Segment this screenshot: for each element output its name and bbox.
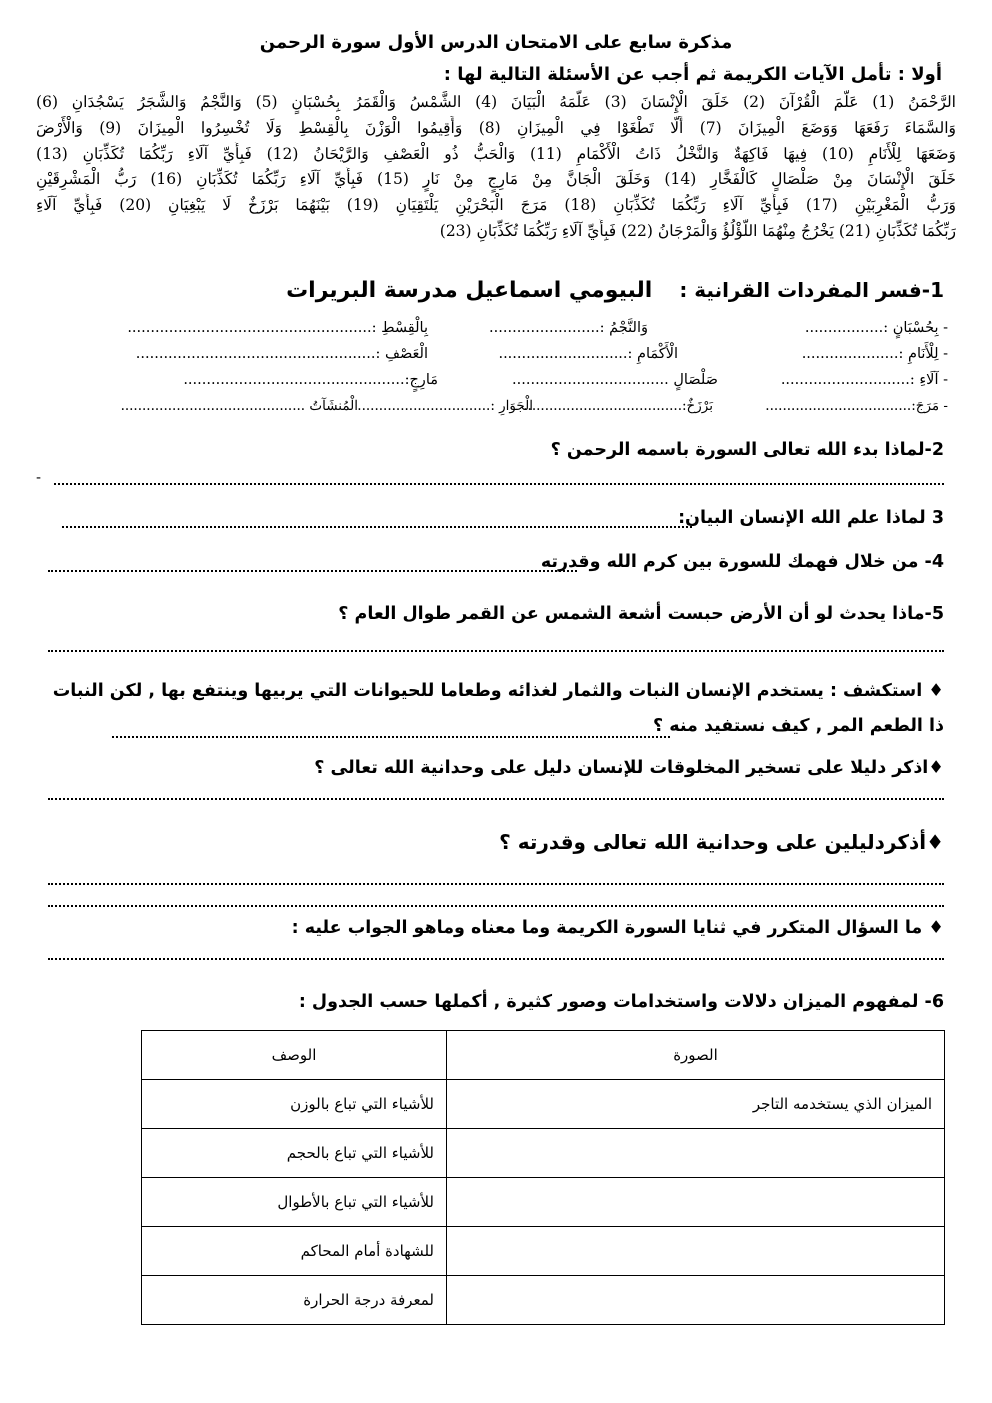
vocab-row-4 <box>48 398 948 422</box>
question-3: 3 لماذا علم الله الإنسان البيان: <box>678 508 944 528</box>
vocab-row-2 <box>48 346 948 370</box>
table-row <box>142 1178 945 1227</box>
answer-line[interactable] <box>48 798 944 800</box>
verse-line: وَرَبُّ الْمَغْرِبَيْنِ (17) فَبِأَيِّ آلَاءِ رَبِّكُمَا تُكَذِّبَانِ (18) مَرَجَ الْبَحْرَيْنِ يَلْتَقِيَانِ (19) بَيْنَهُمَا بَرْزَخٌ لَا يَبْغِيَانِ (20) فَبِأَيِّ آلَاءِ <box>36 196 956 215</box>
answer-line[interactable] <box>48 650 944 652</box>
question-6: 6- لمفهوم الميزان دلالات واستخدامات وصور كثيرة , أكملها حسب الجدول : <box>298 992 944 1012</box>
question-5: 5-ماذا يحدث لو أن الأرض حبست أشعة الشمس عن القمر طوال العام ؟ <box>338 604 944 624</box>
proof-question-1: ♦اذكر دليلا على تسخير المخلوقات للإنسان دليل على وحدانية الله تعالى ؟ <box>314 758 944 778</box>
vocab-item[interactable]: الْمُنشَآتُ ........................................... <box>120 398 358 414</box>
question-1-row <box>286 278 944 303</box>
header-desc: الوصف <box>142 1031 447 1080</box>
vocab-item[interactable]: - لِلْأَنَامِ :..................... <box>801 346 948 362</box>
vocab-item[interactable]: وَالنَّجْمُ :........................ <box>489 320 648 336</box>
verse-line: خَلَقَ الْإِنْسَانَ مِنْ صَلْصَالٍ كَالْفَخَّارِ (14) وَخَلَقَ الْجَانَّ مِنْ مَارِجٍ مِنْ نَارٍ (15) فَبِأَيِّ آلَاءِ رَبِّكُمَا تُكَذِّبَانِ (16) رَبُّ الْمَشْرِقَيْنِ <box>36 170 956 189</box>
vocab-item[interactable]: الْجَوَارِ :............................... <box>357 398 533 414</box>
image-cell[interactable] <box>447 1129 945 1178</box>
section-intro: أولا : تأمل الآيات الكريمة ثم أجب عن الأسئلة التالية لها : <box>443 64 942 85</box>
repeated-question: ♦ ما السؤال المتكرر في ثنايا السورة الكريمة وما معناه وماهو الجواب عليه : <box>291 918 944 938</box>
desc-cell: للأشياء التي تباع بالوزن <box>142 1080 447 1129</box>
answer-line[interactable] <box>48 570 577 572</box>
vocab-item[interactable]: الْأَكْمَامِ :............................ <box>498 346 678 362</box>
vocab-row-3 <box>48 372 948 396</box>
proof-question-2: ♦أذكردليلين على وحدانية الله تعالى وقدرته ؟ <box>499 830 944 854</box>
table-row <box>142 1080 945 1129</box>
vocab-item[interactable]: بِالْقِسْطِ :..................................................... <box>127 320 428 336</box>
vocab-item[interactable]: بَرْزَخٌ:..................................... <box>523 398 713 414</box>
vocab-item[interactable]: - مَرَجَ:.................................. <box>765 398 948 414</box>
question-2: 2-لماذا بدء الله تعالى السورة باسمه الرحمن ؟ <box>550 440 944 460</box>
image-cell[interactable] <box>447 1276 945 1325</box>
vocab-item[interactable]: الْعَصْفِ :.................................................... <box>135 346 428 362</box>
answer-line[interactable] <box>112 736 670 738</box>
desc-cell: لمعرفة درجة الحرارة <box>142 1276 447 1325</box>
quran-verses <box>36 90 956 245</box>
answer-line[interactable] <box>48 958 944 960</box>
answer-line[interactable] <box>48 905 944 907</box>
desc-cell: للأشياء التي تباع بالحجم <box>142 1129 447 1178</box>
stray-dash: - <box>36 470 42 486</box>
teacher-name: البيومي اسماعيل مدرسة البريرات <box>286 278 653 303</box>
header-image: الصورة <box>447 1031 945 1080</box>
question-1-label: 1-فسر المفردات القرانية : <box>679 278 944 302</box>
table-row <box>142 1129 945 1178</box>
verse-line: وَضَعَهَا لِلْأَنَامِ (10) فِيهَا فَاكِهَةٌ وَالنَّخْلُ ذَاتُ الْأَكْمَامِ (11) وَالْحَبُّ ذُو الْعَصْفِ وَالرَّيْحَانُ (12) فَبِأَيِّ آلَاءِ رَبِّكُمَا تُكَذِّبَانِ (13) <box>36 144 956 163</box>
verse-line: رَبِّكُمَا تُكَذِّبَانِ (21) يَخْرُجُ مِنْهُمَا اللُّؤْلُؤُ وَالْمَرْجَانُ (22) فَبِأَيِّ آلَاءِ رَبِّكُمَا تُكَذِّبَانِ (23) <box>439 221 956 240</box>
image-cell[interactable] <box>447 1178 945 1227</box>
vocab-item[interactable]: صَلْصَالٍ .................................. <box>512 372 718 388</box>
image-cell[interactable] <box>447 1227 945 1276</box>
desc-cell: للأشياء التي تباع بالأطوال <box>142 1178 447 1227</box>
explore-question-line-1: ♦ استكشف : يستخدم الإنسان النبات والثمار لغذائه وطعاما للحيوانات التي يربيها وينتفع بها , لكن النبات <box>52 681 944 701</box>
vocab-item[interactable]: - بِحُسْبَانٍ :................. <box>804 320 948 336</box>
mizan-table <box>141 1030 945 1325</box>
answer-line[interactable] <box>54 483 944 485</box>
desc-cell: للشهادة أمام المحاكم <box>142 1227 447 1276</box>
answer-line[interactable] <box>48 883 944 885</box>
explore-question-line-2: ذا الطعم المر , كيف نستفيد منه ؟ <box>653 716 944 736</box>
vocab-row-1 <box>48 320 948 344</box>
vocab-item[interactable]: - آلَاءِ :............................ <box>780 372 948 388</box>
image-cell[interactable]: الميزان الذي يستخدمه التاجر <box>447 1080 945 1129</box>
verse-line: وَالسَّمَاءَ رَفَعَهَا وَوَضَعَ الْمِيزَانَ (7) أَلَّا تَطْغَوْا فِي الْمِيزَانِ (8) وَأَقِيمُوا الْوَزْنَ بِالْقِسْطِ وَلَا تُخْسِرُوا الْمِيزَانَ (9) وَالْأَرْضَ <box>36 118 956 137</box>
verse-line: الرَّحْمَنُ (1) عَلَّمَ الْقُرْآنَ (2) خَلَقَ الْإِنْسَانَ (3) عَلَّمَهُ الْبَيَانَ (4) الشَّمْسُ وَالْقَمَرُ بِحُسْبَانٍ (5) وَالنَّجْمُ وَالشَّجَرُ يَسْجُدَانِ (6) <box>36 93 956 111</box>
table-row <box>142 1276 945 1325</box>
answer-line[interactable] <box>62 526 692 528</box>
table-row <box>142 1227 945 1276</box>
vocab-item[interactable]: مَارِجٍ:................................................ <box>183 372 438 388</box>
table-header-row <box>142 1031 945 1080</box>
question-4: 4- من خلال فهمك للسورة بين كرم الله وقدرته <box>540 552 944 572</box>
worksheet-title: مذكرة سابع على الامتحان الدرس الأول سورة الرحمن <box>259 32 733 53</box>
